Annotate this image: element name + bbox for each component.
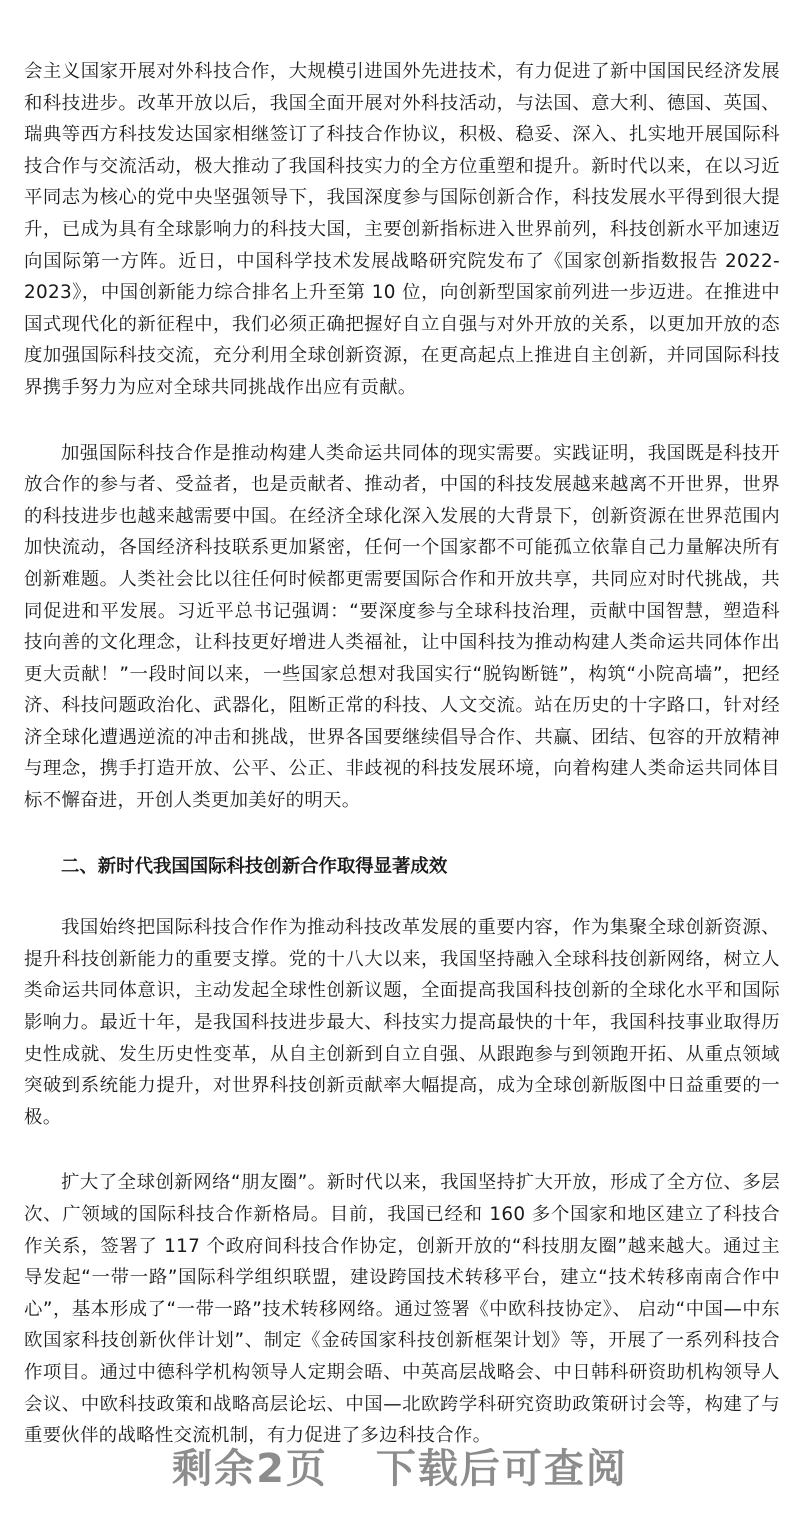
download-to-view-label: 下载后可查阅 [375,1446,628,1492]
document-body [24,56,780,1452]
paragraph-gap [24,882,780,912]
paragraph-gap [24,1133,780,1167]
section-heading: 二、新时代我国国际科技创新合作取得显著成效 [61,855,448,877]
remaining-pages-label: 剩余2页 [172,1446,328,1492]
paragraph-gap [24,404,780,438]
paragraph-friends-circle: 扩大了全球创新网络“朋友圈”。新时代以来，我国坚持扩大开放，形成了全方位、多层次、广领域的国际科技合作新格局。目前，我国已经和 160 多个国家和地区建立了科技合作关系，签署了 117 个政府间科技合作协定，创新开放的“科技朋友圈”越来越大。通过主导发起“一带一路”国际科学组织联盟，建设跨国技术转移平台，建立“技术转移南南合作中心”，基本形成了“一带一路”技术转移网络。通过签署《中欧科技协定》、 启动“中国—中东欧国家科技创新伙伴计划”、制定《金砖国家科技创新框架计划》等，开展了一系列科技合作项目。通过中德科学机构领导人定期会晤、中英高层战略会、中日韩科研资助机构领导人会议、中欧科技政策和战略高层论坛、中国—北欧跨学科研究资助政策研讨会等，构建了与重要伙伴的战略性交流机制，有力促进了多边科技合作。 [24,1172,780,1447]
paragraph-achievements: 我国始终把国际科技合作作为推动科技改革发展的重要内容，作为集聚全球创新资源、提升科技创新能力的重要支撑。党的十八大以来，我国坚持融入全球科技创新网络，树立人类命运共同体意识，主动发起全球性创新议题，全面提高我国科技创新的全球化水平和国际影响力。最近十年，是我国科技进步最大、科技实力提高最快的十年，我国科技事业取得历史性成就、发生历史性变革，从自主创新到自立自强、从跟跑参与到领跑开拓、从重点领域突破到系统能力提升，对世界科技创新贡献率大幅提高，成为全球创新版图中日益重要的一极。 [24,917,780,1128]
paragraph-gap [24,817,780,851]
paragraph-intro-continued: 会主义国家开展对外科技合作，大规模引进国外先进技术，有力促进了新中国国民经济发展和科技进步。改革开放以后，我国全面开展对外科技活动，与法国、意大利、德国、英国、瑞典等西方科技发达国家相继签订了科技合作协议，积极、稳妥、深入、扎实地开展国际科技合作与交流活动，极大推动了我国科技实力的全方位重塑和提升。新时代以来，在以习近平同志为核心的党中央坚强领导下，我国深度参与国际创新合作，科技发展水平得到很大提升，已成为具有全球影响力的科技大国，主要创新指标进入世界前列，科技创新水平加速迈向国际第一方阵。近日，中国科学技术发展战略研究院发布了《国家创新指数报告 2022-2023》，中国创新能力综合排名上升至第 10 位，向创新型国家前列进一步迈进。在推进中国式现代化的新征程中，我们必须正确把握好自立自强与对外开放的关系，以更加开放的态度加强国际科技交流，充分利用全球创新资源，在更高起点上推进自主创新，并同国际科技界携手努力为应对全球共同挑战作出应有贡献。 [24,61,780,398]
download-prompt-banner[interactable] [0,1437,800,1494]
paragraph-cooperation-need: 加强国际科技合作是推动构建人类命运共同体的现实需要。实践证明，我国既是科技开放合作的参与者、受益者，也是贡献者、推动者，中国的科技发展越来越离不开世界，世界的科技进步也越来越需要中国。在经济全球化深入发展的大背景下，创新资源在世界范围内加快流动，各国经济科技联系更加紧密，任何一个国家都不可能孤立依靠自己力量解决所有创新难题。人类社会比以往任何时候都更需要国际合作和开放共享，共同应对时代挑战，共同促进和平发展。习近平总书记强调：“要深度参与全球科技治理，贡献中国智慧，塑造科技向善的文化理念，让科技更好增进人类福祉，让中国科技为推动构建人类命运共同体作出更大贡献！”一段时间以来，一些国家总想对我国实行“脱钩断链”，构筑“小院高墙”，把经济、科技问题政治化、武器化，阻断正常的科技、人文交流。站在历史的十字路口，针对经济全球化遭遇逆流的冲击和挑战，世界各国要继续倡导合作、共赢、团结、包容的开放精神与理念，携手打造开放、公平、公正、非歧视的科技发展环境，向着构建人类命运共同体目标不懈奋进，开创人类更加美好的明天。 [24,442,780,812]
